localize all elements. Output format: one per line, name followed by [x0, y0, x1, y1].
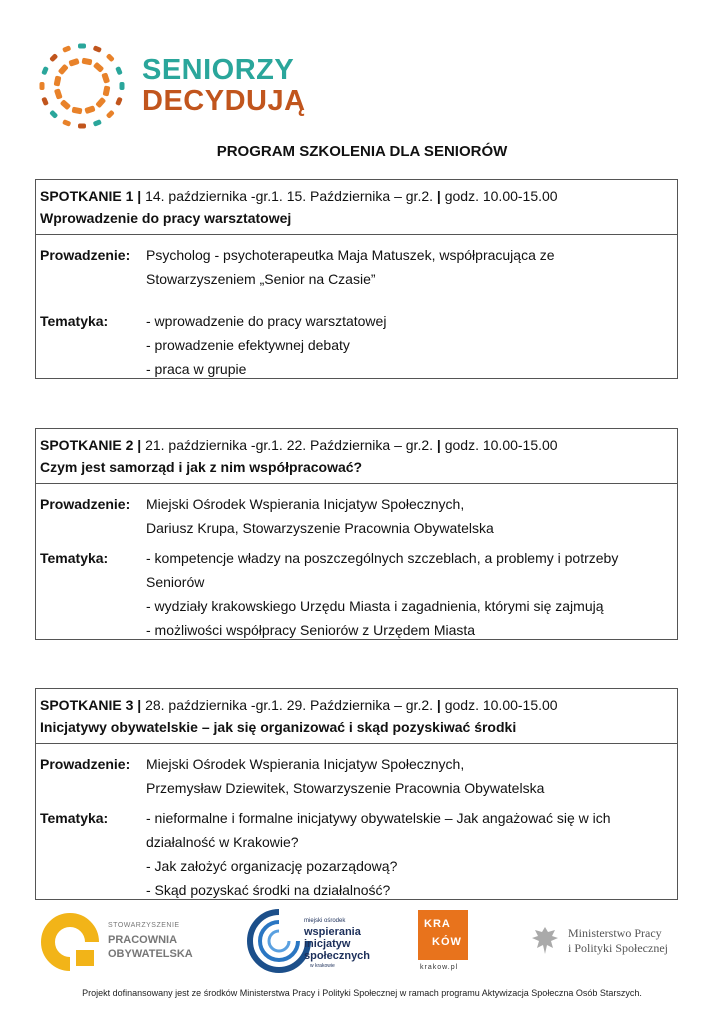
separator: |: [436, 437, 441, 453]
topic-item: - możliwości współpracy Seniorów z Urzędem Miasta: [146, 622, 476, 638]
ministry-logo: [530, 922, 700, 962]
logo-dash: [62, 119, 71, 127]
meeting-name: SPOTKANIE 3: [40, 697, 134, 713]
lead-line: Psycholog - psychoterapeutka Maja Matuszek, współpracująca ze: [146, 247, 555, 263]
separator: |: [137, 188, 142, 204]
logo-dash: [120, 82, 125, 90]
logo-dash: [106, 53, 115, 62]
meeting-name: SPOTKANIE 1: [40, 188, 134, 204]
logo-dash: [78, 124, 86, 129]
meeting-hours: godz. 10.00-15.00: [444, 437, 558, 453]
meeting-card-3: [35, 688, 678, 900]
funding-note: Projekt dofinansowany jest ze środków Ministerstwa Pracy i Polityki Społecznej w ramach programu Aktywizacja Społeczna Osób Starszych.: [82, 988, 642, 998]
topic-item: - prowadzenie efektywnej debaty: [146, 337, 350, 353]
pracownia-ring-icon: [40, 912, 102, 974]
meeting-card-1: [35, 179, 678, 379]
topic-item: - kompetencje władzy na poszczególnych szczeblach, a problemy i potrzeby: [146, 550, 619, 566]
mowis-text-3: inicjatyw: [304, 938, 351, 950]
lead-row: [40, 752, 673, 800]
pracownia-text-1: STOWARZYSZENIE: [108, 922, 180, 929]
meeting-hours: godz. 10.00-15.00: [444, 188, 558, 204]
mowis-logo: [244, 906, 374, 980]
meeting-body: [36, 484, 677, 646]
mowis-text-5: w krakowie: [310, 963, 335, 969]
meeting-header: [36, 689, 677, 744]
logo-dash: [40, 82, 45, 90]
meeting-subtitle: Czym jest samorząd i jak z nim współpracować?: [40, 459, 363, 475]
meeting-header: [36, 180, 677, 235]
page-title: PROGRAM SZKOLENIA DLA SENIORÓW: [216, 143, 508, 160]
logo-dash: [81, 58, 92, 66]
pracownia-text-2: PRACOWNIA: [108, 934, 178, 946]
topic-item: - Jak założyć organizację pozarządową?: [146, 858, 398, 874]
topic-item: Seniorów: [146, 574, 205, 590]
mowis-text-4: społecznych: [304, 950, 371, 962]
logo-dash: [62, 45, 71, 53]
topic-item: - praca w grupie: [146, 361, 247, 377]
krakow-url: krakow.pl: [420, 964, 459, 971]
topics-label: Tematyka:: [40, 550, 109, 566]
mowis-text-2: wspierania: [304, 926, 361, 938]
logo-dash: [72, 107, 83, 115]
logo-dash: [103, 85, 111, 96]
logo-dash: [84, 105, 95, 114]
meeting-hours: godz. 10.00-15.00: [444, 697, 558, 713]
meeting-dates: 14. października -gr.1. 15. Października – gr.2.: [145, 188, 434, 204]
separator: |: [137, 697, 142, 713]
logo-dash: [93, 119, 102, 127]
ministry-text-2: i Polityki Społecznej: [568, 941, 668, 955]
lead-line: Dariusz Krupa, Stowarzyszenie Pracownia Obywatelska: [146, 520, 494, 536]
logo-dash: [54, 76, 62, 87]
separator: |: [137, 437, 142, 453]
pracownia-logo: [40, 912, 200, 976]
topic-item: - wprowadzenie do pracy warsztatowej: [146, 313, 387, 329]
topic-item: działalność w Krakowie?: [146, 834, 299, 850]
logo-dash: [49, 110, 58, 119]
meeting-dates: 28. października -gr.1. 29. Października – gr.2.: [145, 697, 434, 713]
meeting-subtitle: Inicjatywy obywatelskie – jak się organizować i skąd pozyskiwać środki: [40, 719, 517, 735]
meeting-name: SPOTKANIE 2: [40, 437, 134, 453]
lead-label: Prowadzenie:: [40, 496, 131, 512]
separator: |: [436, 697, 441, 713]
topics-label: Tematyka:: [40, 313, 109, 329]
partner-logos: [0, 904, 724, 984]
topic-item: - nieformalne i formalne inicjatywy obywatelskie – Jak angażować się w ich: [146, 810, 611, 826]
lead-line: Przemysław Dziewitek, Stowarzyszenie Pracownia Obywatelska: [146, 780, 545, 796]
meeting-subtitle: Wprowadzenie do pracy warsztatowej: [40, 210, 292, 226]
krakow-text-1: KRA: [424, 918, 451, 930]
topics-row: [40, 309, 673, 381]
logo-dash: [58, 64, 69, 75]
meeting-body: [36, 744, 677, 906]
topics-row: [40, 546, 673, 642]
topics-label: Tematyka:: [40, 810, 109, 826]
lead-label: Prowadzenie:: [40, 756, 131, 772]
brand-line-2: DECYDUJĄ: [142, 85, 306, 117]
topic-item: - Skąd pozyskać środki na działalność?: [146, 882, 391, 898]
logo-dash: [115, 97, 123, 106]
logo-dash: [49, 53, 58, 62]
meeting-header: [36, 429, 677, 484]
krakow-text-2: KÓW: [432, 936, 462, 948]
logo-dash: [41, 66, 49, 75]
krakow-logo: [418, 910, 474, 976]
lead-row: [40, 492, 673, 540]
logo-dash: [95, 97, 106, 108]
lead-line: Miejski Ośrodek Wspierania Inicjatyw Społecznych,: [146, 496, 465, 512]
meeting-card-2: [35, 428, 678, 640]
pracownia-text-3: OBYWATELSKA: [108, 948, 193, 960]
brand-header: [34, 38, 334, 138]
brand-line-1: SENIORZY: [142, 54, 295, 86]
mowis-text-1: miejski ośrodek: [304, 918, 346, 924]
brand-wordmark: [142, 56, 306, 116]
meeting-dates: 21. października -gr.1. 22. Października – gr.2.: [145, 437, 434, 453]
lead-line: Stowarzyszeniem „Senior na Czasie”: [146, 271, 376, 287]
lead-line: Miejski Ośrodek Wspierania Inicjatyw Społecznych,: [146, 756, 465, 772]
ministry-text-1: Ministerstwo Pracy: [568, 926, 662, 940]
logo-dash: [93, 62, 104, 73]
logo-dash: [41, 97, 49, 106]
seniorzy-logo-icon: [34, 38, 130, 134]
separator: |: [436, 188, 441, 204]
logo-dash: [115, 66, 123, 75]
eagle-emblem-icon: [530, 924, 560, 958]
topic-item: - wydziały krakowskiego Urzędu Miasta i zagadnienia, którymi się zajmują: [146, 598, 604, 614]
logo-dash: [68, 58, 79, 67]
lead-label: Prowadzenie:: [40, 247, 131, 263]
logo-dash: [93, 45, 102, 53]
logo-dash: [60, 99, 71, 110]
lead-row: [40, 243, 673, 291]
topics-row: [40, 806, 673, 902]
logo-dash: [101, 72, 110, 83]
logo-dash: [106, 110, 115, 119]
logo-dash: [78, 44, 86, 49]
meeting-body: [36, 235, 677, 385]
logo-dash: [54, 88, 63, 99]
